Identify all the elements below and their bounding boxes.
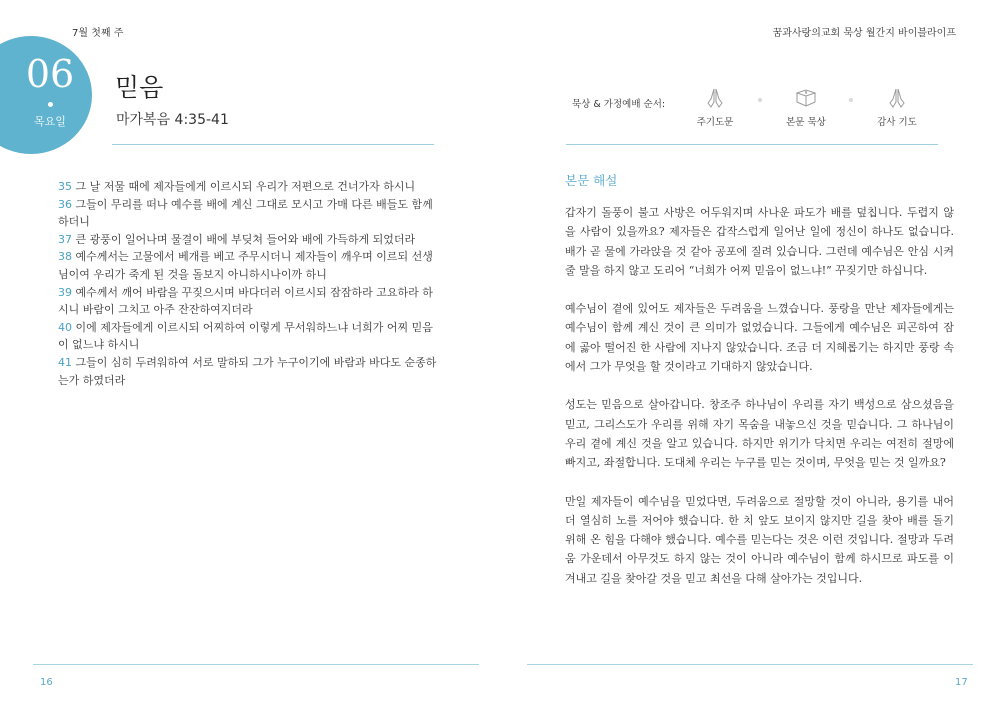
verse-text: 그들이 무리를 떠나 예수를 배에 계신 그대로 모시고 가매 다른 배들도 함께 하더니: [58, 197, 433, 229]
commentary-body: [565, 203, 954, 607]
praying-hands-icon: [703, 86, 727, 110]
verse-text: 예수께서 깨어 바람을 꾸짖으시며 바다더러 이르시되 잠잠하라 고요하라 하시니 바람이 그치고 아주 잔잔하여지더라: [58, 285, 433, 317]
verse-number: 40: [58, 320, 72, 334]
step-label: 본문 묵상: [786, 117, 826, 128]
verse: [58, 196, 438, 231]
verse-text: 그들이 심히 두려워하여 서로 말하되 그가 누구이기에 바람과 바다도 순종하는가 하였더라: [58, 355, 437, 387]
page-number-left: 16: [40, 677, 53, 688]
commentary-paragraph: 예수님이 곁에 있어도 제자들은 두려움을 느꼈습니다. 풍랑을 만난 제자들에게는 예수님이 함께 계신 것이 큰 의미가 없었습니다. 그들에게 예수님은 피곤하여 잠에 곯아 떨어진 한 사람에 지나지 않았습니다. 조금 더 지혜롭기는 하지만 풍랑 속에서 그가 무엇을 할 것이라고 기대하지 않았습니다.: [565, 302, 954, 374]
publication-title: 꿈과사랑의교회 묵상 월간지 바이블라이프: [772, 28, 956, 39]
commentary-paragraph: 성도는 믿음으로 살아갑니다. 창조주 하나님이 우리를 자기 백성으로 삼으셨음을 믿고, 그리스도가 우리를 위해 자기 목숨을 내놓으신 것을 믿습니다. 그 하나님이 우리 곁에 계신 것을 알고 있습니다. 하지만 위기가 닥치면 우리는 여전히 절망에 빠지고, 좌절합니다. 도대체 우리는 누구를 믿는 것이며, 무엇을 믿는 것 일까요?: [565, 398, 954, 470]
verse-number: 39: [58, 285, 72, 299]
open-bible-icon: [794, 86, 818, 110]
badge-dot-divider: [48, 102, 53, 107]
day-badge: [0, 36, 92, 154]
verse: [58, 248, 438, 283]
step-scripture-meditation: [771, 86, 841, 128]
worship-order-label: 묵상 & 가정예배 순서:: [572, 99, 666, 110]
page-number-right: 17: [955, 677, 968, 688]
commentary-paragraph: 만일 제자들이 예수님을 믿었다면, 두려움으로 절망할 것이 아니라, 용기를 내어 더 열심히 노를 저어야 했습니다. 한 치 앞도 보이지 않지만 길을 찾아 배를 돌기 위해 온 힘을 다해야 했습니다. 예수를 믿는다는 것은 이런 것입니다. 절망과 두려움 가운데서 아무것도 하지 않는 것이 아니라 예수님이 함께 하시므로 파도를 이겨내고 길을 찾아갈 것을 믿고 최선을 다해 살아가는 것입니다.: [565, 494, 954, 585]
verse: [58, 354, 438, 389]
verse: [58, 178, 438, 196]
verse-number: 38: [58, 250, 72, 264]
devotion-title: 믿음: [115, 73, 164, 102]
scripture-passage: [58, 178, 438, 389]
verse-text: 그 날 저물 때에 제자들에게 이르시되 우리가 저편으로 건너가자 하시니: [72, 180, 416, 193]
week-label: 7월 첫째 주: [72, 28, 124, 39]
step-label: 주기도문: [696, 117, 734, 128]
step-label: 감사 기도: [877, 117, 917, 128]
step-separator-dot: [758, 98, 762, 102]
verse: [58, 319, 438, 354]
weekday-label: 목요일: [34, 115, 66, 128]
day-number: 06: [25, 52, 75, 96]
praying-hands-icon: [885, 86, 909, 110]
verse-text: 큰 광풍이 일어나며 물결이 배에 부딪쳐 들어와 배에 가득하게 되었더라: [72, 232, 416, 246]
verse: [58, 231, 438, 249]
footer-rule-left: [33, 664, 479, 665]
verse-number: 35: [58, 180, 72, 193]
verse-number: 41: [58, 355, 72, 369]
title-divider: [112, 144, 434, 145]
step-separator-dot: [849, 98, 853, 102]
verse-number: 36: [58, 197, 72, 211]
verse-text: 이에 제자들에게 이르시되 어찌하여 이렇게 무서워하느냐 너희가 어찌 믿음이 없느냐 하시니: [58, 320, 433, 352]
verse-text: 예수께서는 고물에서 베개를 베고 주무시더니 제자들이 깨우며 이르되 선생님이여 우리가 죽게 된 것을 돌보지 아니하시나이까 하니: [58, 250, 433, 281]
commentary-heading: 본문 해설: [565, 173, 618, 188]
verse-number: 37: [58, 232, 72, 246]
worship-order-divider: [566, 144, 938, 145]
scripture-reference: 마가복음 4:35-41: [116, 112, 229, 128]
footer-rule-right: [527, 664, 973, 665]
commentary-paragraph: 갑자기 돌풍이 불고 사방은 어두워지며 사나운 파도가 배를 덮칩니다. 두렵지 않을 사람이 있을까요? 제자들은 갑작스럽게 일어난 일에 정신이 하나도 없습니다. 배가 곧 물에 가라앉을 것 같아 공포에 질려 있습니다. 그런데 예수님은 안심 시켜줄 말을 하지 않고 도리어 “너희가 어찌 믿음이 없느냐!” 꾸짖기만 하십니다.: [565, 206, 954, 277]
step-lords-prayer: [680, 86, 750, 128]
step-thanksgiving-prayer: [862, 86, 932, 128]
verse: [58, 284, 438, 319]
